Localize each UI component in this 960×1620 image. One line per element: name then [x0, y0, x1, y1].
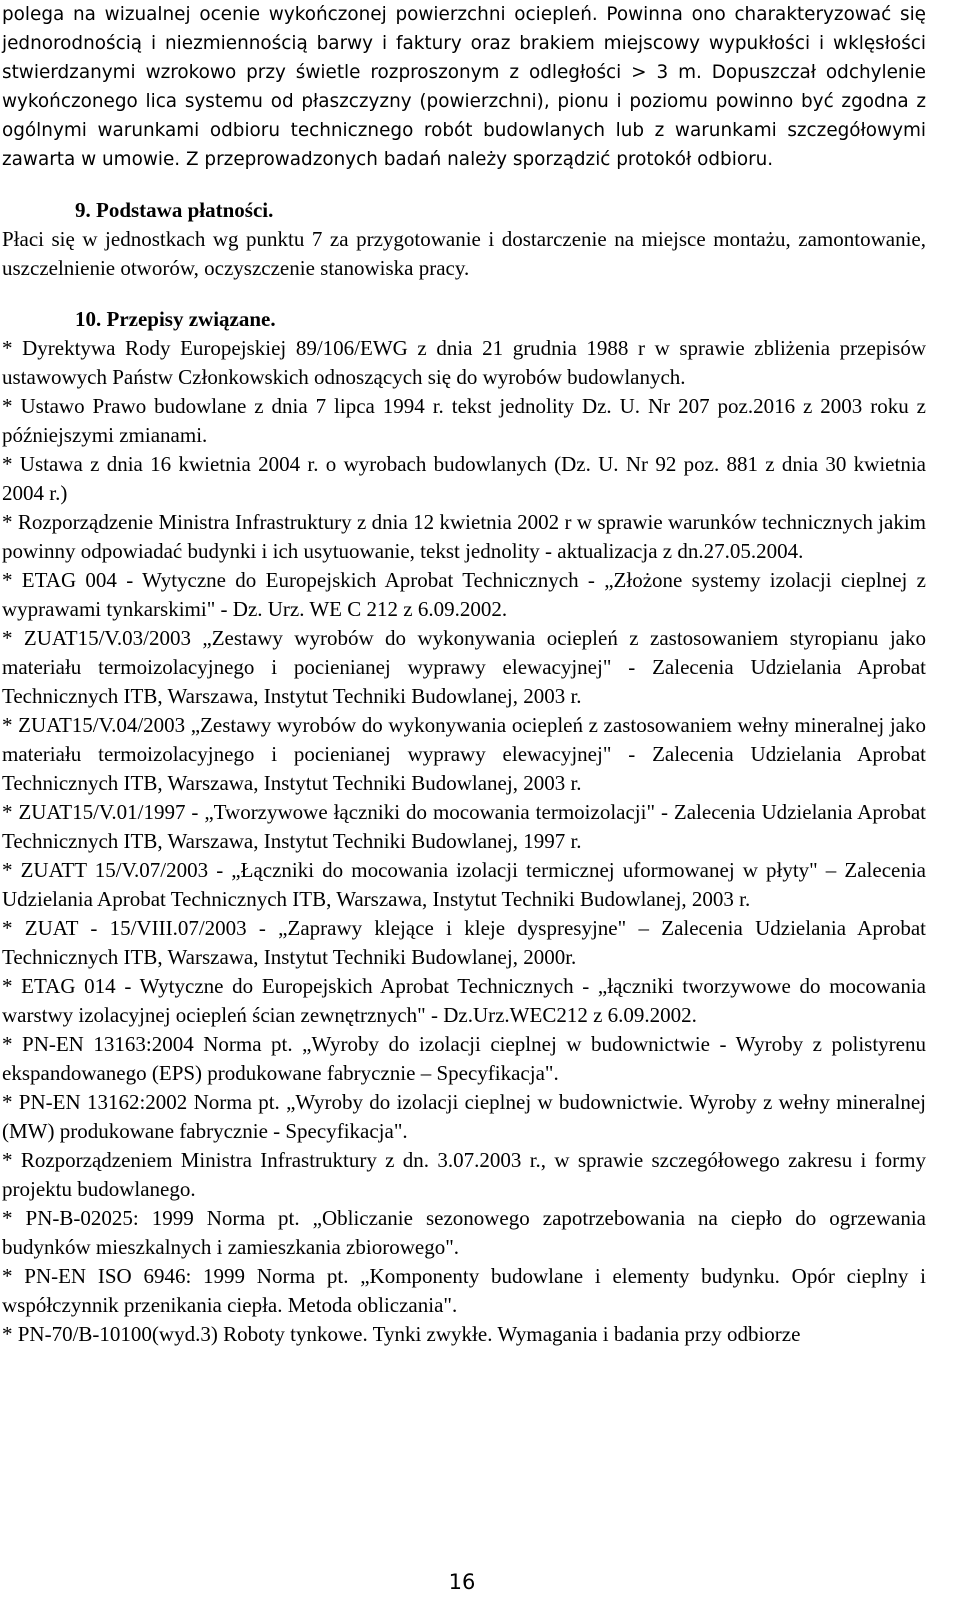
intro-text-part-1: polega na wizualnej ocenie wykończonej powierzchni ociepleń. Powinna ono charakteryzować się jednorodnością i niezmiennością barwy i faktury oraz brakiem miejscowy wypukłości i wklęsłości stwierdzanymi wzrokowo przy świetle rozproszonym z odległości > 3 m. [2, 4, 926, 83]
regulation-entry: * ZUAT15/V.04/2003 „Zestawy wyrobów do wykonywania ociepleń z zastosowaniem wełny mineralnej jako materiału termoizolacyjnego i pocienianej wyprawy elewacyjnej" - Zalecenia Udzielania Aprobat Technicznych ITB, Warszawa, Instytut Techniki Budowlanej, 2003 r. [2, 713, 926, 795]
regulation-entry: * PN-70/B-10100(wyd.3) Roboty tynkowe. Tynki zwykłe. Wymagania i badania przy odbiorze [2, 1322, 801, 1346]
regulation-entry: * PN-EN ISO 6946: 1999 Norma pt. „Komponenty budowlane i elementy budynku. Opór cieplny i współczynnik przenikania ciepła. Metoda obliczania". [2, 1264, 926, 1317]
regulation-entry: * ZUAT15/V.03/2003 „Zestawy wyrobów do wykonywania ociepleń z zastosowaniem styropianu jako materiału termoizolacyjnego i pocienianej wyprawy elewacyjnej" - Zalecenia Udzielania Aprobat Technicznych ITB, Warszawa, Instytut Techniki Budowlanej, 2003 r. [2, 626, 926, 708]
regulation-entry: * Rozporządzeniem Ministra Infrastruktury z dn. 3.07.2003 r., w sprawie szczegółowego zakresu i formy projektu budowlanego. [2, 1148, 926, 1201]
document-page [2, 0, 926, 1349]
regulation-entry: * Rozporządzenie Ministra Infrastruktury z dnia 12 kwietnia 2002 r w sprawie warunków technicznych jakim powinny odpowiadać budynki i ich usytuowanie, tekst jednolity - aktualizacja z dn.27.05.2004. [2, 510, 926, 563]
regulation-entry: * Ustawo Prawo budowlane z dnia 7 lipca 1994 r. tekst jednolity Dz. U. Nr 207 poz.2016 z 2003 roku z późniejszymi zmianami. [2, 394, 926, 447]
section-10-heading: 10. Przepisy związane. [75, 307, 276, 331]
regulation-entry: * ETAG 004 - Wytyczne do Europejskich Aprobat Technicznych - „Złożone systemy izolacji cieplnej z wyprawami tynkarskimi" - Dz. Urz. WE C 212 z 6.09.2002. [2, 568, 926, 621]
regulation-entry: * PN-EN 13163:2004 Norma pt. „Wyroby do izolacji cieplnej w budownictwie - Wyroby z polistyrenu ekspandowanego (EPS) produkowane fabrycznie – Specyfikacja". [2, 1032, 926, 1085]
regulation-entry: * Ustawa z dnia 16 kwietnia 2004 r. o wyrobach budowlanych (Dz. U. Nr 92 poz. 881 z dnia 30 kwietnia 2004 r.) [2, 452, 926, 505]
regulation-entry: * ZUATT 15/V.07/2003 - „Łączniki do mocowania izolacji termicznej uformowanej w płyty" – Zalecenia Udzielania Aprobat Technicznych ITB, Warszawa, Instytut Techniki Budowlanej, 2003 r. [2, 858, 926, 911]
regulation-entry: * PN-B-02025: 1999 Norma pt. „Obliczanie sezonowego zapotrzebowania na ciepło do ogrzewania budynków mieszkalnych i zamieszkania zbiorowego". [2, 1206, 926, 1259]
intro-paragraph [2, 0, 926, 174]
intro-text-part-2: Dopuszczał odchylenie wykończonego lica systemu od płaszczyzny (powierzchni), pionu i poziomu powinno być zgodna z ogólnymi warunkami odbioru technicznego robót budowlanych lub z warunkami szczegółowymi zawarta w umowie. Z przeprowadzonych badań należy sporządzić protokół odbioru. [2, 62, 926, 170]
regulation-entry: * ZUAT15/V.01/1997 - „Tworzywowe łączniki do mocowania termoizolacji" - Zalecenia Udzielania Aprobat Technicznych ITB, Warszawa, Instytut Techniki Budowlanej, 1997 r. [2, 800, 926, 853]
regulations-list [2, 334, 926, 1349]
regulation-entry: * ETAG 014 - Wytyczne do Europejskich Aprobat Technicznych - „łączniki tworzywowe do mocowania warstwy izolacyjnej ociepleń ścian zewnętrznych" - Dz.Urz.WEC212 z 6.09.2002. [2, 974, 926, 1027]
regulation-entry: * Dyrektywa Rody Europejskiej 89/106/EWG z dnia 21 grudnia 1988 r w sprawie zbliżenia przepisów ustawowych Państw Członkowskich odnoszących się do wyrobów budowlanych. [2, 336, 926, 389]
section-9-body: Płaci się w jednostkach wg punktu 7 za przygotowanie i dostarczenie na miejsce montażu, zamontowanie, uszczelnienie otworów, oczyszczenie stanowiska pracy. [2, 227, 926, 280]
section-9-heading: 9. Podstawa płatności. [75, 198, 274, 222]
regulation-entry: * ZUAT - 15/VIII.07/2003 - „Zaprawy klejące i kleje dyspresyjne" – Zalecenia Udzielania Aprobat Technicznych ITB, Warszawa, Instytut Techniki Budowlanej, 2000r. [2, 916, 926, 969]
page-number: 16 [448, 1570, 476, 1594]
regulation-entry: * PN-EN 13162:2002 Norma pt. „Wyroby do izolacji cieplnej w budownictwie. Wyroby z wełny mineralnej (MW) produkowane fabrycznie - Specyfikacja". [2, 1090, 926, 1143]
